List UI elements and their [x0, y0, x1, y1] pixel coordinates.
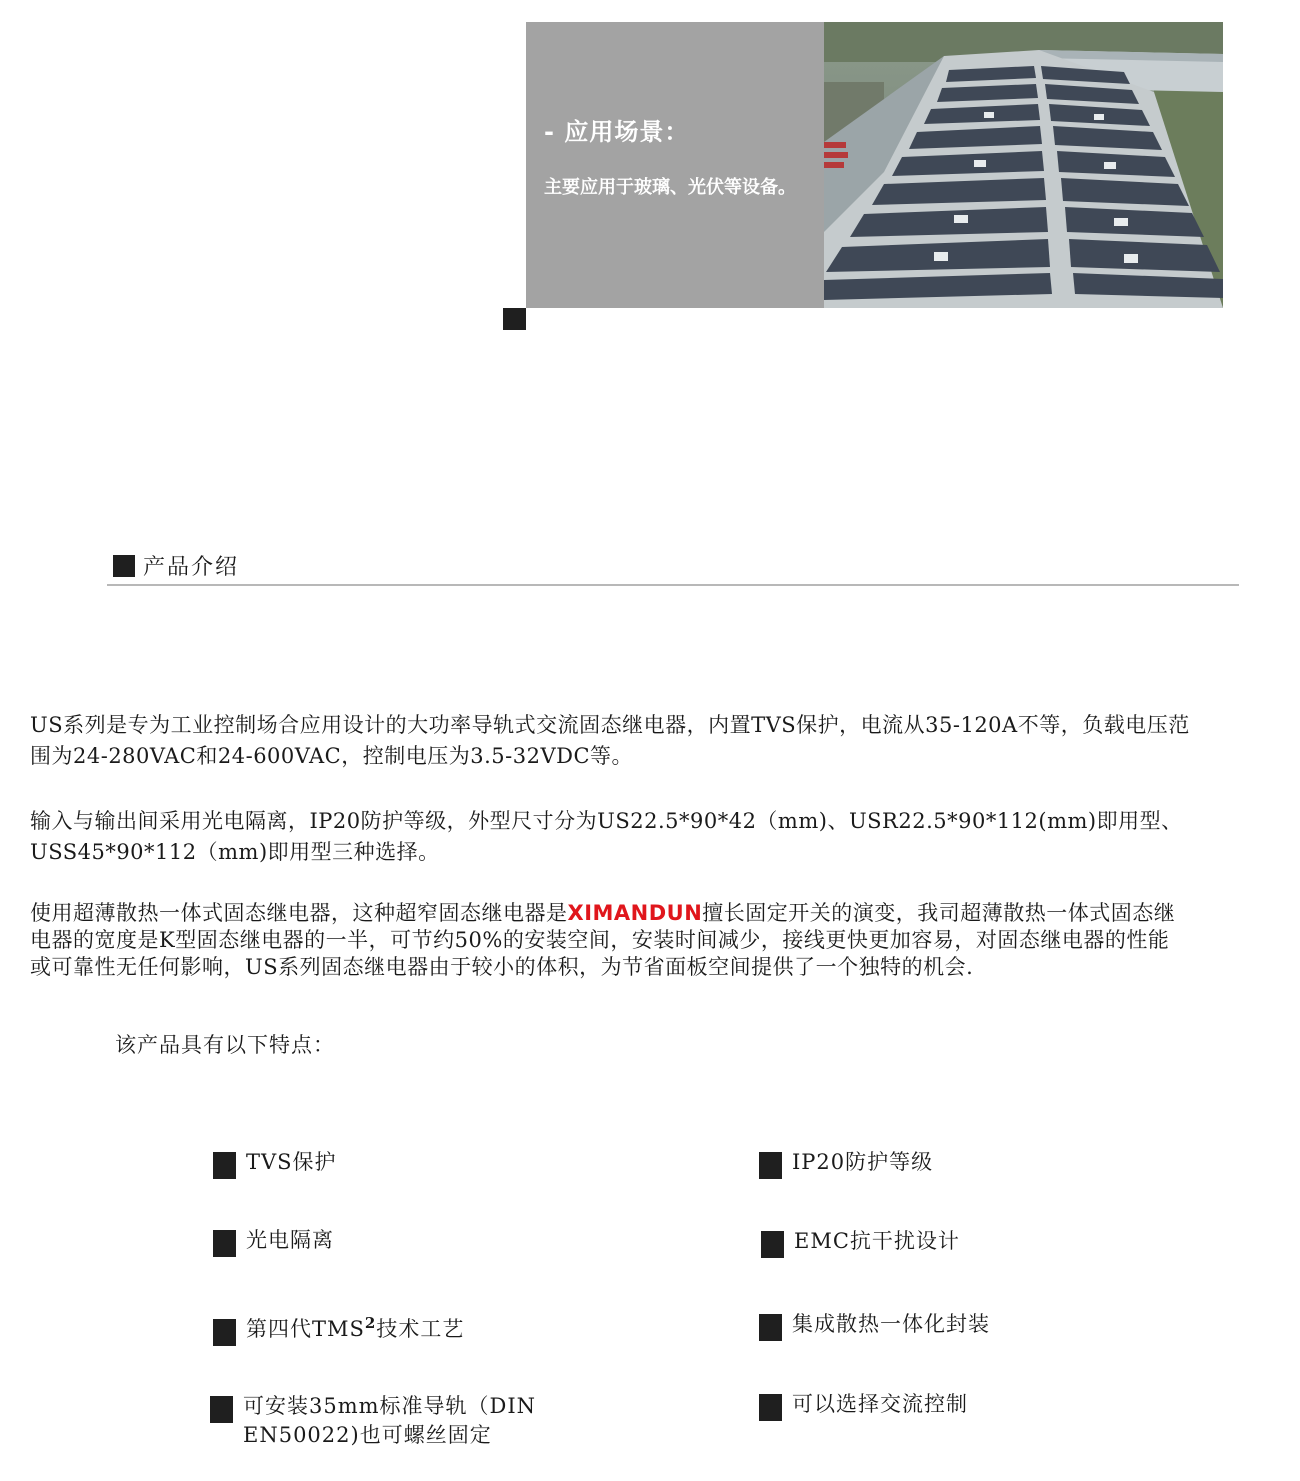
- feature-label: EMC抗干扰设计: [794, 1229, 960, 1253]
- feature-label: TVS保护: [246, 1150, 337, 1174]
- square-bullet-icon: [759, 1394, 782, 1421]
- square-bullet-icon: [761, 1231, 784, 1258]
- feature-label-part: 第四代TMS: [246, 1317, 365, 1341]
- brand-name: XIMANDUN: [567, 901, 703, 925]
- decorative-square: [503, 308, 526, 330]
- paragraph-text: 擅长固定开关的演变，我司超薄散热一体式固态继电器的宽度是K型固态继电器的一半，可节约50%的安装空间，安装时间减少，接线更快更加容易，对固态继电器的性能或可靠性无任何影响，US系列固态继电器由于较小的体积，为节省面板空间提供了一个独特的机会.: [30, 901, 1176, 979]
- solar-rooftop-photo: [824, 22, 1223, 308]
- feature-item: [210, 1392, 550, 1450]
- section-marker-icon: [113, 555, 135, 577]
- section-header: [113, 550, 239, 581]
- features-intro: 该产品具有以下特点：: [115, 1033, 335, 1057]
- superscript: 2: [364, 1314, 377, 1332]
- section-divider: [107, 584, 1239, 586]
- banner-text: [544, 112, 796, 199]
- feature-label: IP20防护等级: [792, 1150, 934, 1174]
- feature-item: [761, 1227, 960, 1258]
- square-bullet-icon: [213, 1230, 236, 1257]
- square-bullet-icon: [210, 1396, 233, 1423]
- feature-label: 集成散热一体化封装: [792, 1312, 990, 1336]
- feature-item: [759, 1148, 933, 1179]
- application-banner: [526, 22, 1223, 308]
- square-bullet-icon: [213, 1319, 236, 1346]
- feature-item: [213, 1226, 334, 1257]
- intro-paragraph-3: [30, 900, 1190, 981]
- banner-description: 主要应用于玻璃、光伏等设备。: [544, 177, 796, 198]
- feature-item: [759, 1390, 968, 1421]
- feature-label: 可安装35mm标准导轨（DIN EN50022)也可螺丝固定: [243, 1394, 537, 1447]
- banner-heading: - 应用场景：: [544, 118, 690, 146]
- feature-item: [759, 1310, 990, 1341]
- feature-label: [246, 1315, 464, 1344]
- intro-paragraph-2: 输入与输出间采用光电隔离，IP20防护等级，外型尺寸分为US22.5*90*42（mm)、USR22.5*90*112(mm)即用型、USS45*90*112（mm)即用型三种选择。: [30, 809, 1183, 864]
- feature-item: [213, 1148, 337, 1179]
- square-bullet-icon: [759, 1314, 782, 1341]
- intro-paragraph-1: US系列是专为工业控制场合应用设计的大功率导轨式交流固态继电器，内置TVS保护，电流从35-120A不等，负载电压范围为24-280VAC和24-600VAC，控制电压为3.5-32VDC等。: [30, 713, 1190, 768]
- feature-label-part: 技术工艺: [376, 1317, 465, 1341]
- feature-item: [213, 1315, 464, 1346]
- paragraph-text: 使用超薄散热一体式固态继电器，这种超窄固态继电器是: [30, 901, 568, 925]
- feature-label: 可以选择交流控制: [792, 1392, 968, 1416]
- square-bullet-icon: [213, 1152, 236, 1179]
- feature-label: 光电隔离: [246, 1228, 334, 1252]
- square-bullet-icon: [759, 1152, 782, 1179]
- section-title: 产品介绍: [143, 555, 240, 580]
